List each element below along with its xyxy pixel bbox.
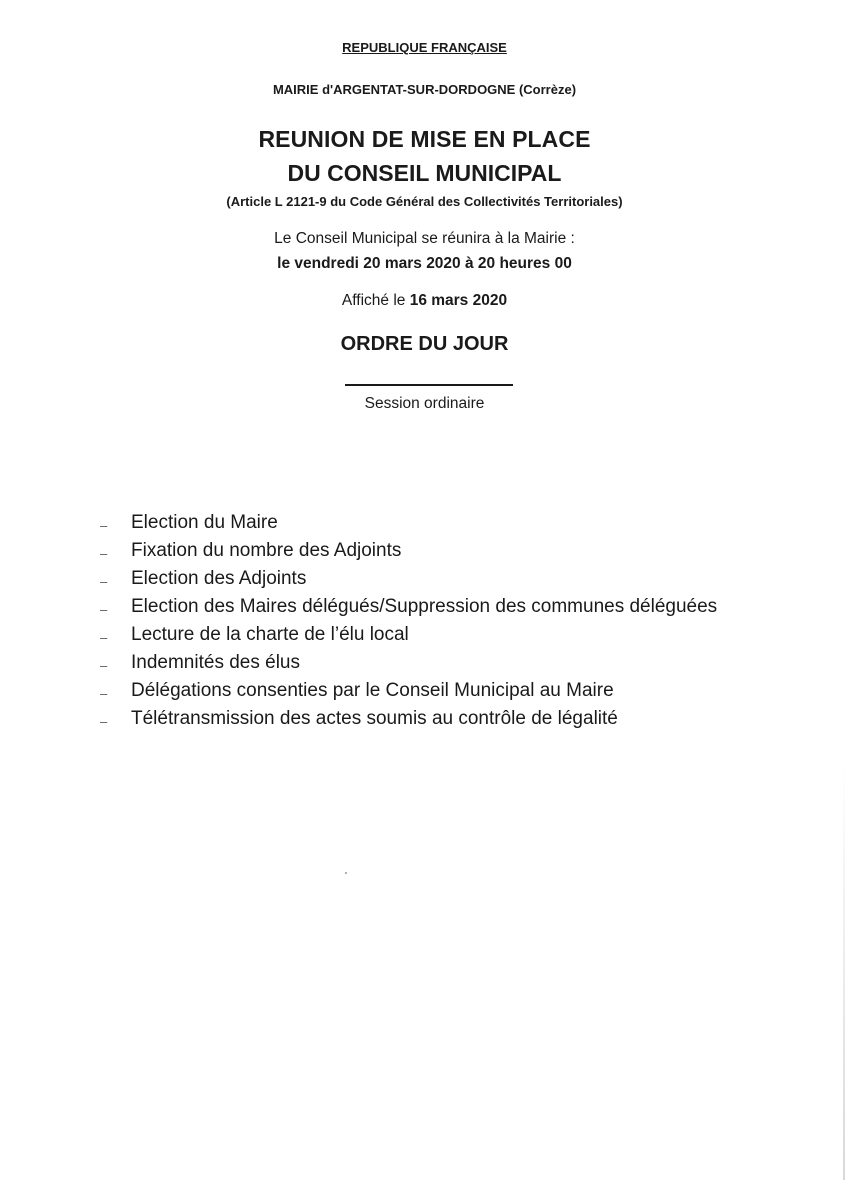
agenda-item (0, 567, 849, 595)
dash-bullet-icon: – (100, 630, 108, 645)
legal-article-reference: (Article L 2121-9 du Code Général des Collectivités Territoriales) (226, 194, 623, 209)
agenda-item (0, 511, 849, 539)
dash-bullet-icon: – (100, 546, 108, 561)
agenda-item (0, 707, 849, 735)
session-type: Session ordinaire (364, 395, 485, 412)
agenda-item-text: Délégations consenties par le Conseil Municipal au Maire (131, 680, 614, 701)
agenda-item-text: Election du Maire (131, 512, 278, 533)
agenda-item (0, 651, 849, 679)
mairie-heading: MAIRIE d'ARGENTAT-SUR-DORDOGNE (Corrèze) (272, 82, 577, 97)
agenda-item (0, 595, 849, 623)
posted-label: Affiché le (341, 292, 410, 309)
dash-bullet-icon: – (100, 602, 108, 617)
agenda-heading: ORDRE DU JOUR (340, 333, 509, 355)
meeting-location-text: Le Conseil Municipal se réunira à la Mairie : (274, 230, 575, 247)
dash-bullet-icon: – (100, 518, 108, 533)
dash-bullet-icon: – (100, 574, 108, 589)
agenda-item (0, 679, 849, 707)
heading-divider (345, 384, 513, 386)
dash-bullet-icon: – (100, 658, 108, 673)
agenda-list (0, 511, 849, 735)
scan-edge-shadow (843, 760, 845, 1180)
posted-date-line (0, 292, 849, 310)
posted-date: 16 mars 2020 (409, 292, 508, 309)
meeting-date-text: le vendredi 20 mars 2020 à 20 heures 00 (277, 255, 572, 272)
meeting-title-line-1: REUNION DE MISE EN PLACE (258, 126, 591, 152)
meeting-title-line-2: DU CONSEIL MUNICIPAL (287, 160, 562, 186)
agenda-item-text: Lecture de la charte de l’élu local (131, 624, 409, 645)
agenda-item-text: Télétransmission des actes soumis au contrôle de légalité (131, 708, 618, 729)
agenda-item (0, 539, 849, 567)
agenda-item-text: Election des Adjoints (131, 568, 307, 589)
agenda-item-text: Election des Maires délégués/Suppression des communes déléguées (131, 596, 718, 617)
agenda-item-text: Indemnités des élus (131, 652, 300, 673)
dash-bullet-icon: – (100, 686, 108, 701)
scan-speck (345, 872, 347, 874)
agenda-item-text: Fixation du nombre des Adjoints (131, 540, 402, 561)
republique-heading: REPUBLIQUE FRANÇAISE (342, 40, 507, 55)
dash-bullet-icon: – (100, 714, 108, 729)
agenda-item (0, 623, 849, 651)
